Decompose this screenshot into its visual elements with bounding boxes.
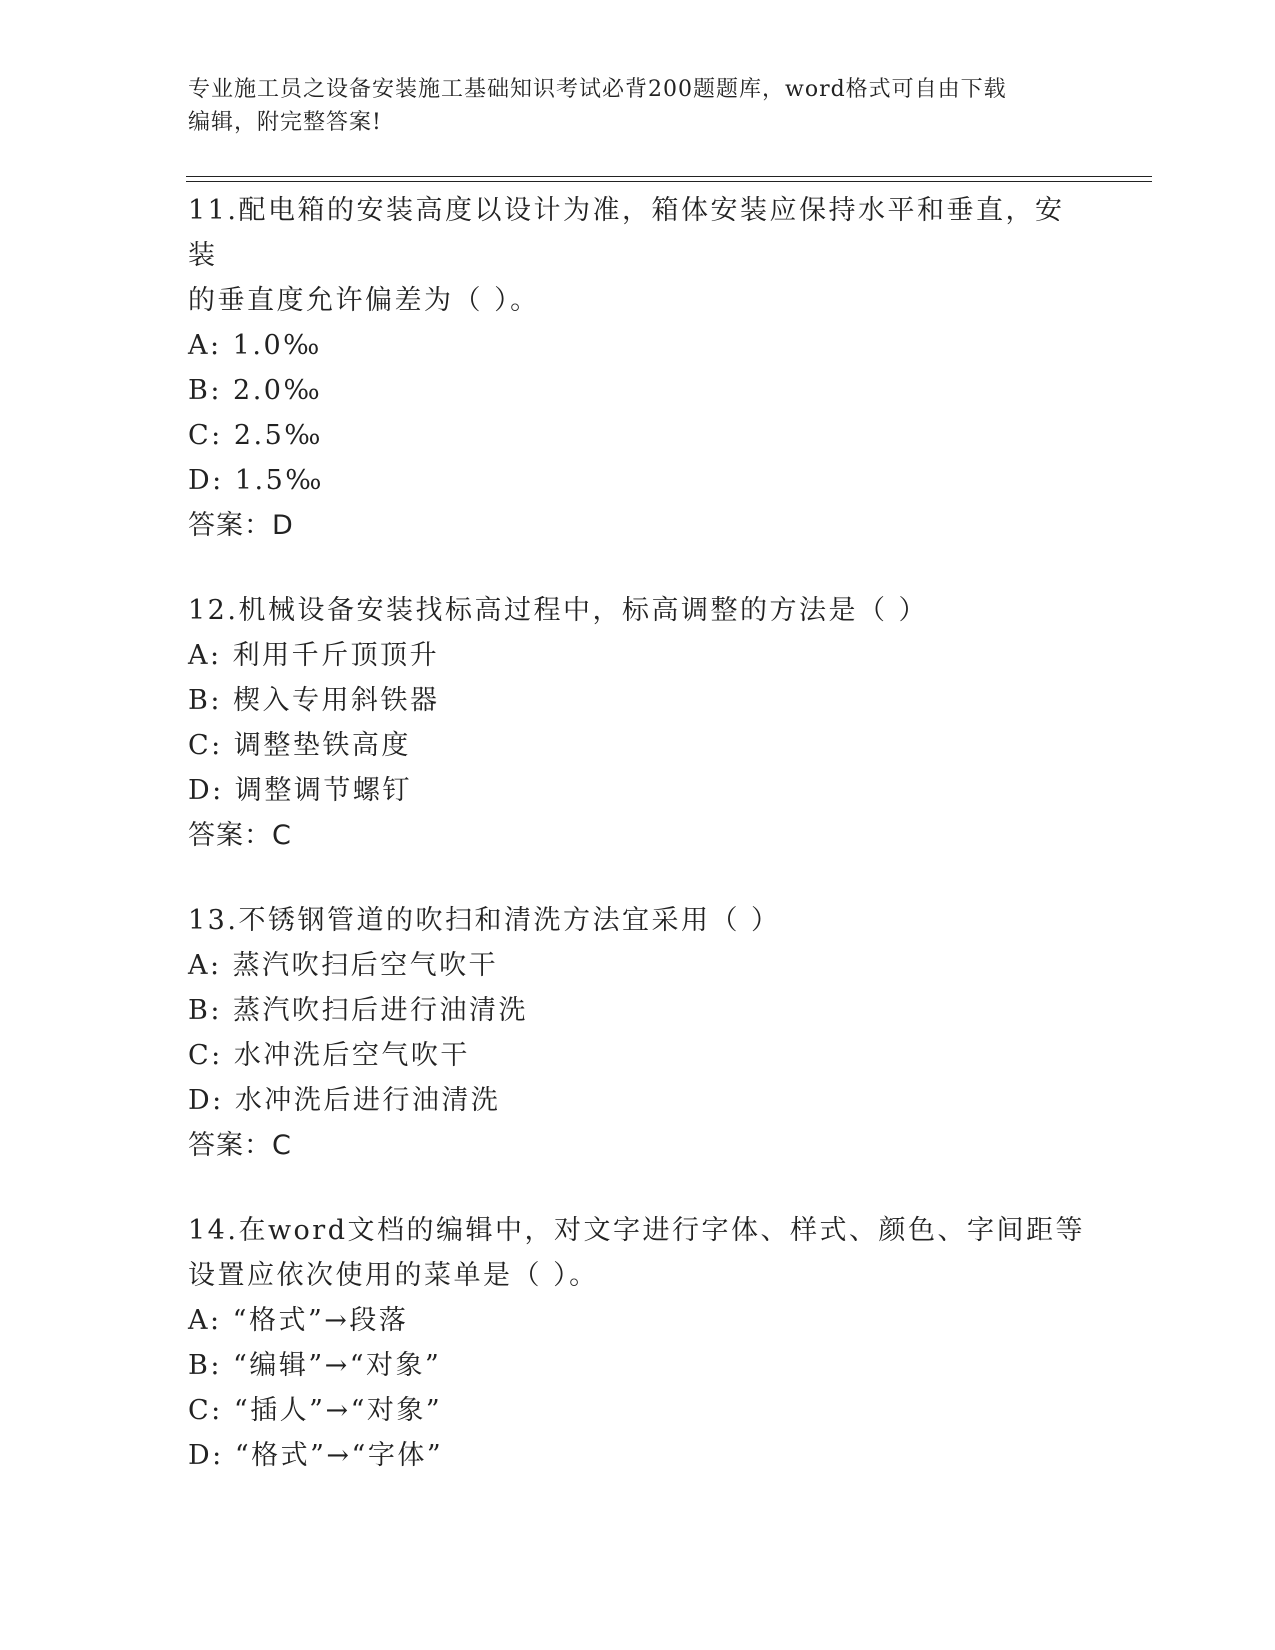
option-d: D: 调整调节螺钉 xyxy=(188,775,412,806)
option-a: A: 蒸汽吹扫后空气吹干 xyxy=(188,950,499,981)
option-d: D: 1.5‰ xyxy=(188,465,324,496)
question-stem-line: 11.配电箱的安装高度以设计为准，箱体安装应保持水平和垂直，安装 xyxy=(188,195,1065,271)
answer-label: 答案：C xyxy=(188,1130,292,1161)
option-b: B: “编辑”→“对象” xyxy=(188,1350,442,1381)
option-a: A: 利用千斤顶顶升 xyxy=(188,640,440,671)
option-b: B: 楔入专用斜铁器 xyxy=(188,685,440,716)
question-stem-line: 的垂直度允许偏差为（ ）。 xyxy=(188,285,540,316)
option-c: C: “插人”→“对象” xyxy=(188,1395,443,1426)
option-b: B: 蒸汽吹扫后进行油清洗 xyxy=(188,995,529,1026)
question-11 xyxy=(188,188,1088,548)
question-14 xyxy=(188,1208,1088,1478)
question-stem-line: 14.在word文档的编辑中，对文字进行字体、样式、颜色、字间距等 xyxy=(188,1215,1085,1246)
answer-label: 答案：D xyxy=(188,510,294,541)
header-line-1: 专业施工员之设备安装施工基础知识考试必背200题题库，word格式可自由下载 xyxy=(188,77,1007,102)
header-divider-bottom xyxy=(186,181,1152,182)
option-a: A: “格式”→段落 xyxy=(188,1305,409,1336)
question-list xyxy=(188,188,1088,1518)
option-d: D: “格式”→“字体” xyxy=(188,1440,444,1471)
question-13 xyxy=(188,898,1088,1168)
option-c: C: 调整垫铁高度 xyxy=(188,730,411,761)
question-12 xyxy=(188,588,1088,858)
option-a: A: 1.0‰ xyxy=(188,330,322,361)
document-header xyxy=(188,73,1088,139)
option-b: B: 2.0‰ xyxy=(188,375,323,406)
option-c: C: 水冲洗后空气吹干 xyxy=(188,1040,470,1071)
question-stem-line: 设置应依次使用的菜单是（ ）。 xyxy=(188,1260,599,1291)
question-stem-line: 13.不锈钢管道的吹扫和清洗方法宜采用（ ） xyxy=(188,905,781,936)
question-stem-line: 12.机械设备安装找标高过程中，标高调整的方法是（ ） xyxy=(188,595,929,626)
header-line-2: 编辑，附完整答案! xyxy=(188,110,382,135)
option-d: D: 水冲洗后进行油清洗 xyxy=(188,1085,501,1116)
answer-label: 答案：C xyxy=(188,820,292,851)
header-divider-top xyxy=(186,176,1152,177)
option-c: C: 2.5‰ xyxy=(188,420,324,451)
